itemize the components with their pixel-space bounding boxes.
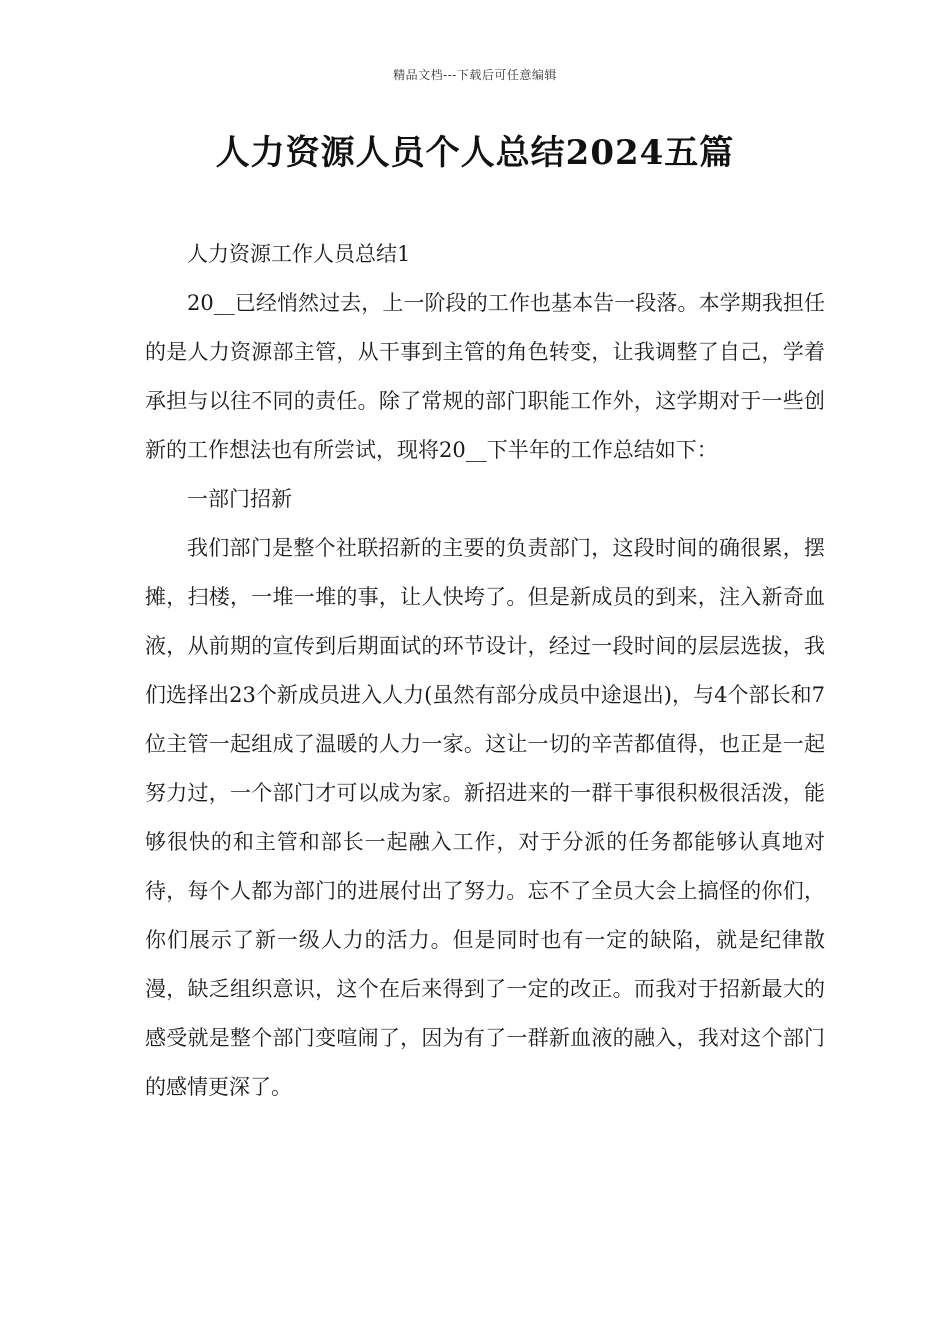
document-body bbox=[145, 230, 825, 1112]
document-title: 人力资源人员个人总结2024五篇 bbox=[215, 133, 735, 173]
section-heading-recruitment: 一部门招新 bbox=[187, 487, 292, 511]
recruitment-paragraph: 我们部门是整个社联招新的主要的负责部门，这段时间的确很累，摆摊，扫楼，一堆一堆的事，让人快垮了。但是新成员的到来，注入新奇血液，从前期的宣传到后期面试的环节设计，经过一段时间的层层选拔，我们选择出23个新成员进入人力(虽然有部分成员中途退出)，与4个部长和7位主管一起组成了温暖的人力一家。这让一切的辛苦都值得，也正是一起努力过，一个部门才可以成为家。新招进来的一群干事很积极很活泼，能够很快的和主管和部长一起融入工作，对于分派的任务都能够认真地对待，每个人都为部门的进展付出了努力。忘不了全员大会上搞怪的你们，你们展示了新一级人力的活力。但是同时也有一定的缺陷，就是纪律散漫，缺乏组织意识，这个在后来得到了一定的改正。而我对于招新最大的感受就是整个部门变喧闹了，因为有了一群新血液的融入，我对这个部门的感情更深了。 bbox=[145, 536, 825, 1099]
header-note: 精品文档---下载后可任意编辑 bbox=[393, 68, 557, 82]
section-heading-summary-1: 人力资源工作人员总结1 bbox=[187, 242, 411, 266]
intro-paragraph: 20__已经悄然过去，上一阶段的工作也基本告一段落。本学期我担任的是人力资源部主管，从干事到主管的角色转变，让我调整了自己，学着承担与以往不同的责任。除了常规的部门职能工作外，这学期对于一些创新的工作想法也有所尝试，现将20__下半年的工作总结如下： bbox=[145, 291, 825, 462]
